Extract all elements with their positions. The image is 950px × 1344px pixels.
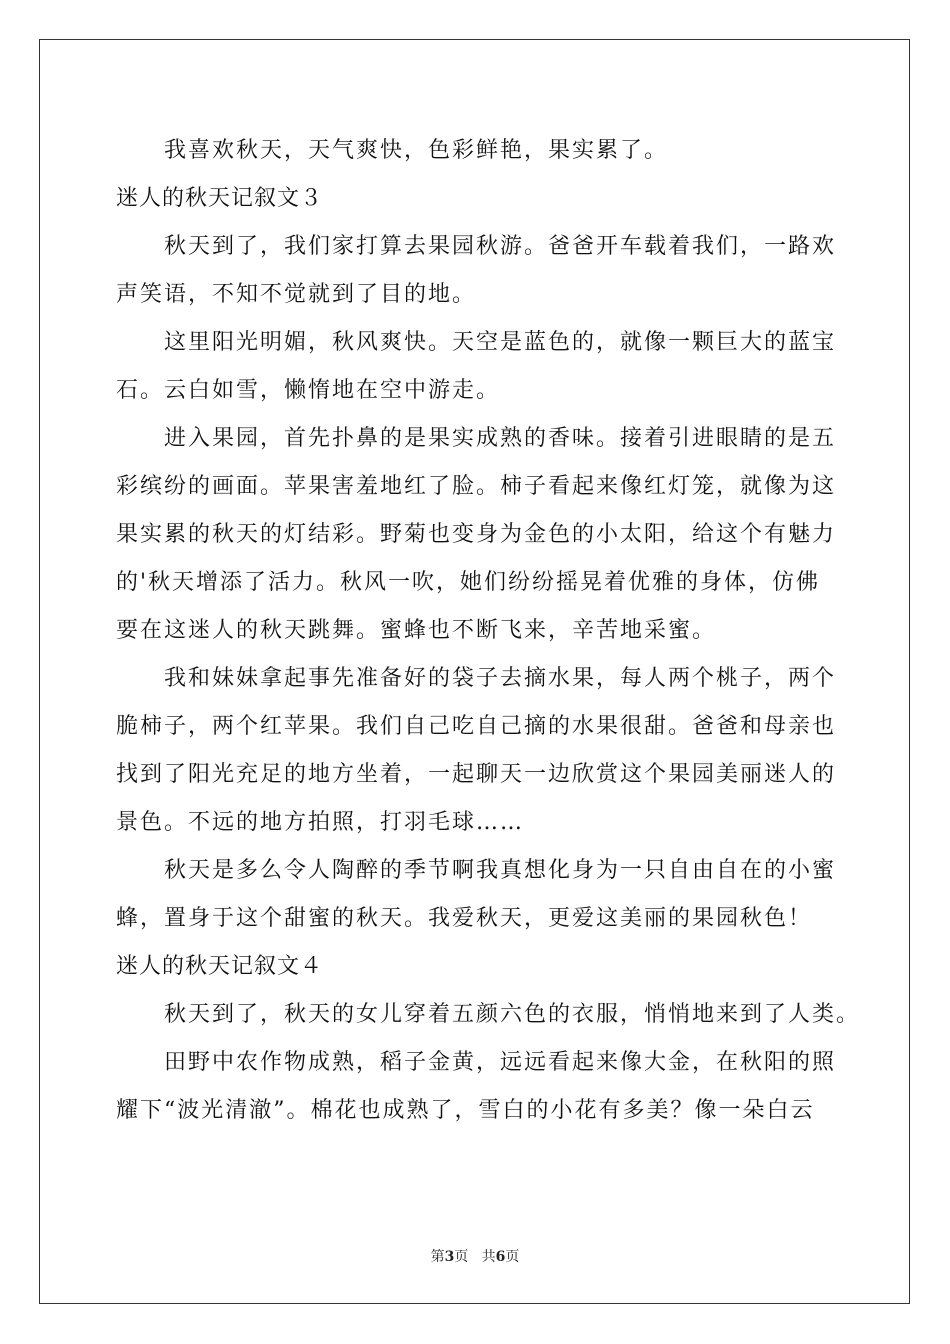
paragraph-line: 耀下“波光清澈”。棉花也成熟了，雪白的小花有多美？像一朵白云 [116,1098,815,1123]
paragraph-line: 景色。不远的地方拍照，打羽毛球…… [116,810,525,835]
total-pages-suffix: 页 [505,1249,520,1265]
paragraph-line: 彩缤纷的画面。苹果害羞地红了脸。柿子看起来像红灯笼，就像为这 [116,474,837,499]
page-number-suffix: 页 [454,1249,469,1265]
page-footer [0,1248,950,1266]
document-body [116,127,861,1135]
paragraph-line: 蜂，置身于这个甜蜜的秋天。我爱秋天，更爱这美丽的果园秋色！ [116,906,813,931]
page-number-prefix: 第 [430,1249,445,1265]
paragraph-line: 脆柿子，两个红苹果。我们自己吃自己摘的水果很甜。爸爸和母亲也 [116,714,837,739]
section-heading: 迷人的秋天记叙文３ [116,186,324,211]
paragraph-line: 的'秋天增添了活力。秋风一吹，她们纷纷摇晃着优雅的身体，仿佛 [116,570,821,595]
section-heading: 迷人的秋天记叙文４ [116,954,324,979]
current-page-number: 3 [444,1249,455,1265]
paragraph-line: 石。云白如雪，懒惰地在空中游走。 [116,378,501,403]
paragraph-line: 找到了阳光充足的地方坐着，一起聊天一边欣赏这个果园美丽迷人的 [116,762,837,787]
paragraph-line: 秋天是多么令人陶醉的季节啊我真想化身为一只自由自在的小蜜 [164,858,837,883]
total-pages-prefix: 共 [481,1249,496,1265]
paragraph-line: 进入果园，首先扑鼻的是果实成熟的香味。接着引进眼睛的是五 [164,426,837,451]
paragraph-line: 我和妹妹拿起事先准备好的袋子去摘水果，每人两个桃子，两个 [164,666,837,691]
paragraph-line: 田野中农作物成熟，稻子金黄，远远看起来像大金，在秋阳的照 [164,1050,837,1075]
paragraph-line: 我喜欢秋天，天气爽快，色彩鲜艳，果实累了。 [164,138,669,163]
total-pages-number: 6 [495,1249,506,1265]
paragraph-line: 这里阳光明媚，秋风爽快。天空是蓝色的，就像一颗巨大的蓝宝 [164,330,837,355]
paragraph-line: 要在这迷人的秋天跳舞。蜜蜂也不断飞来，辛苦地采蜜。 [116,618,717,643]
paragraph-line: 秋天到了，我们家打算去果园秋游。爸爸开车载着我们，一路欢 [164,234,837,259]
paragraph-line: 秋天到了，秋天的女儿穿着五颜六色的衣服，悄悄地来到了人类。 [164,1002,861,1027]
paragraph-line: 果实累的秋天的灯结彩。野菊也变身为金色的小太阳，给这个有魅力 [116,522,837,547]
paragraph-line: 声笑语，不知不觉就到了目的地。 [116,282,477,307]
